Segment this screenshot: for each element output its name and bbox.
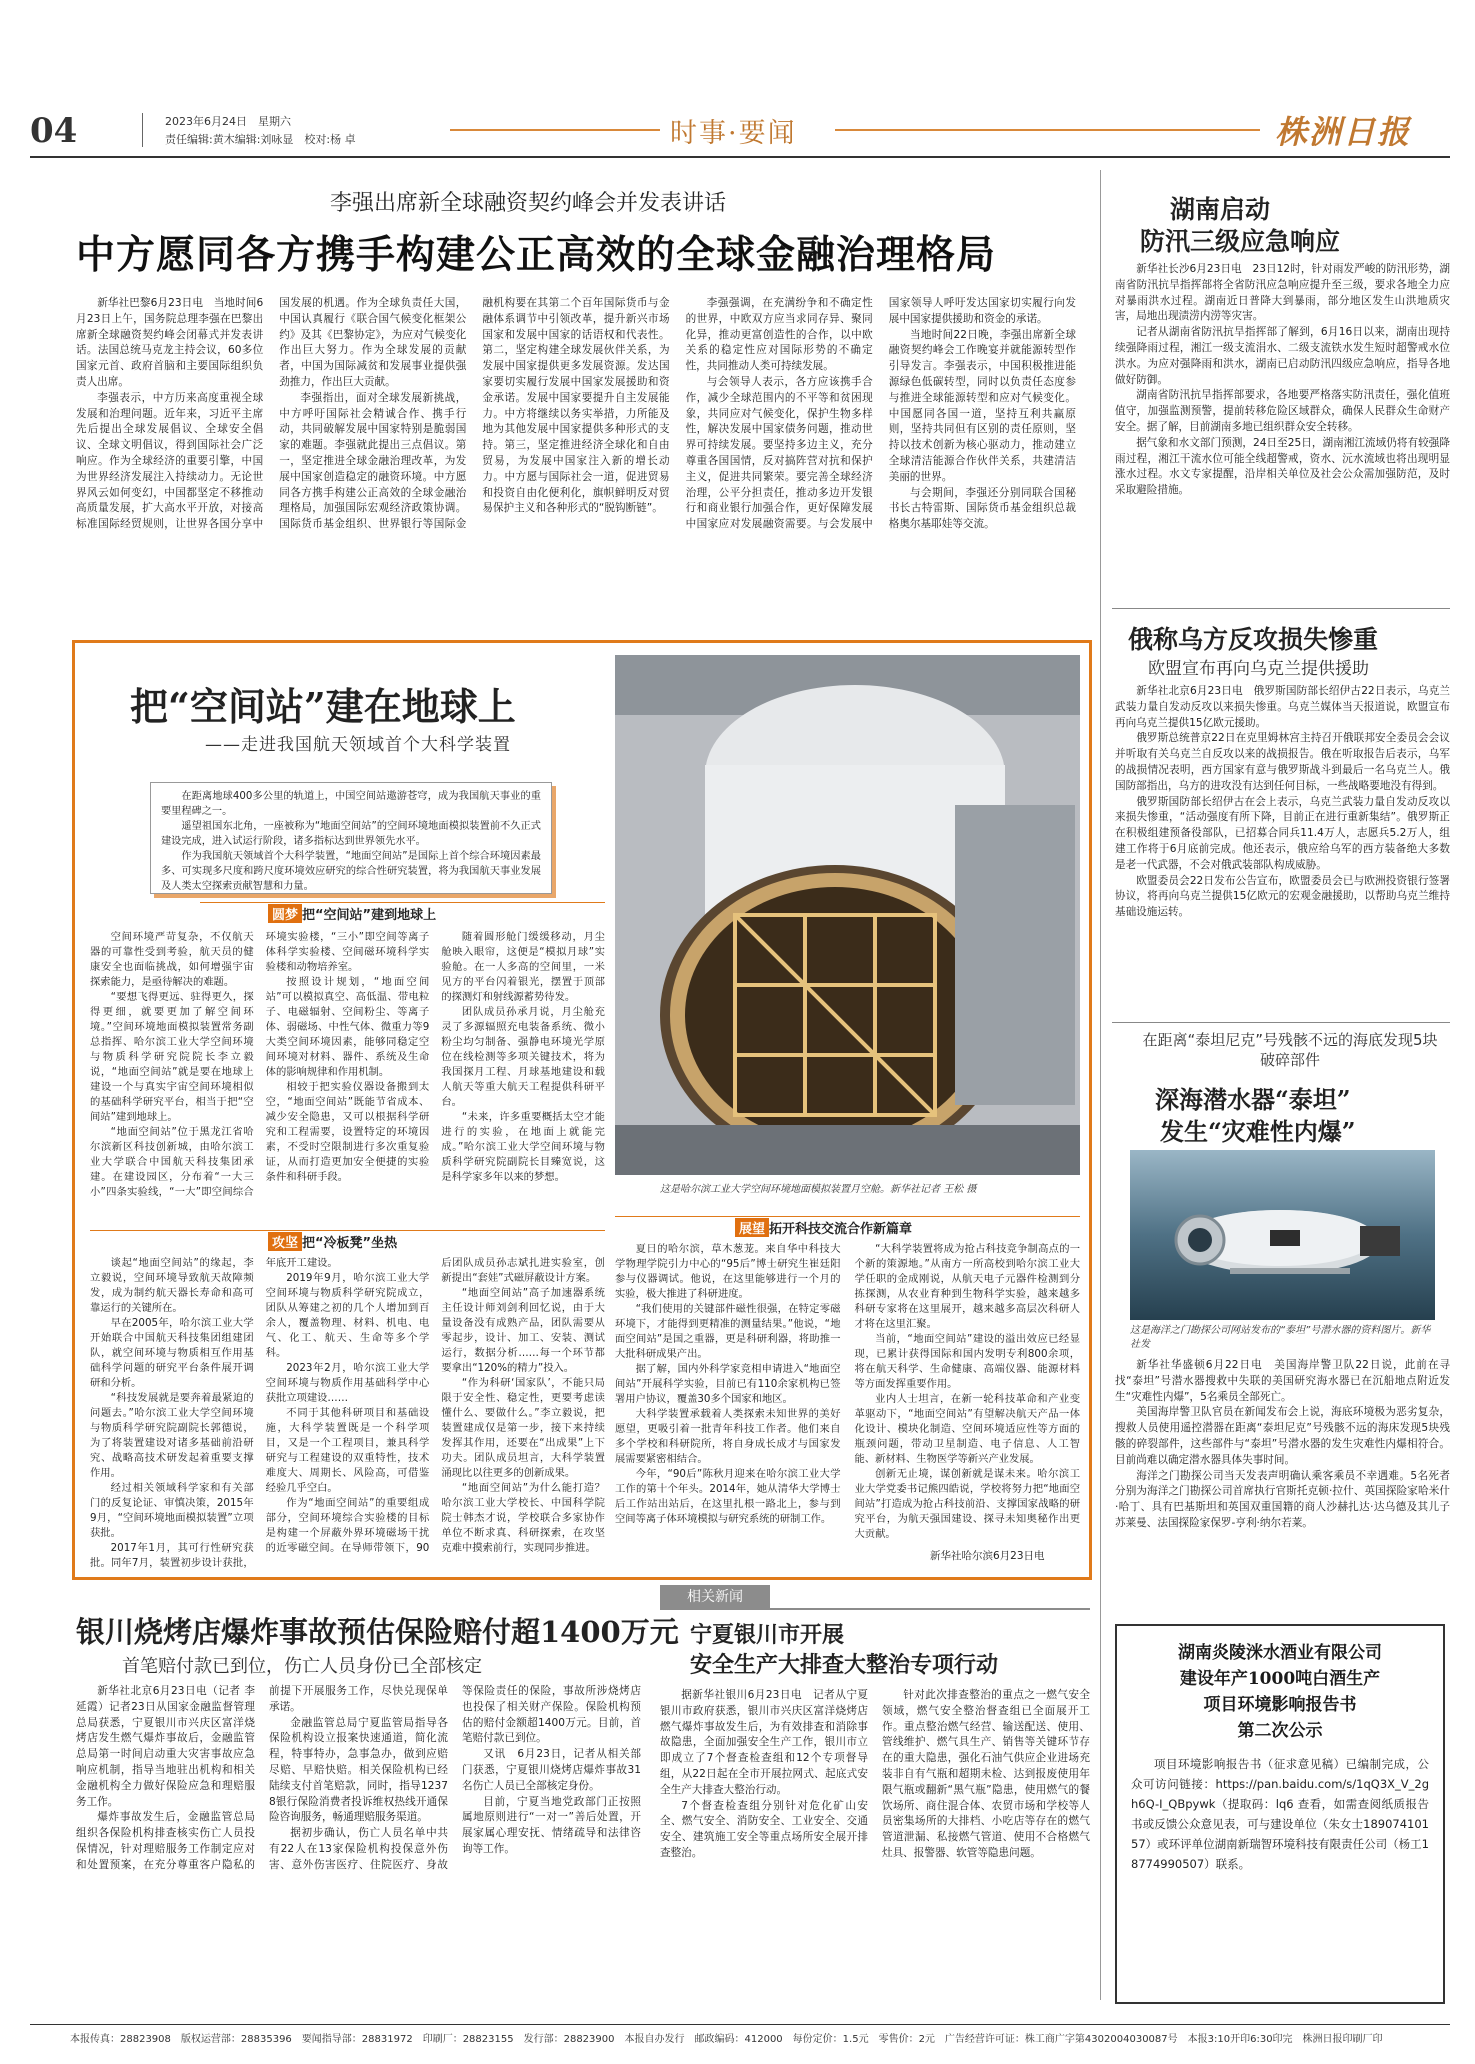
sec2-body	[90, 1256, 605, 1572]
sec2-paragraph: 谈起“地面空间站”的缘起，李立毅说，空间环境导致航天故障频发，成为制约航天器长寿命和高可靠运行的关键所在。	[90, 1257, 254, 1314]
ad-title-line3: 项目环境影响报告书	[1203, 1695, 1357, 1715]
yinchuan-paragraph: 爆炸事故发生后，金融监管总局组织各保险机构排查核实伤亡人员投保情况，针对理赔服务工作制定应对和处置预案，在充分尊重客户隐私的前提下开展服务工作，尽快兑现保单承诺。	[76, 1685, 448, 1871]
sec2-paragraph: 2019年9月，哈尔滨工业大学空间环境与物质科学研究院成立，团队从筹建之初的几个人增加到百余人，覆盖物理、材料、机电、电气、化工、航天、生命等多个学科。	[265, 1272, 430, 1359]
sec2-tag: 攻坚	[268, 1232, 302, 1251]
related-paragraph: 7个督查检查组分别针对危化矿山安全、燃气安全、消防安全、工业安全、交通安全、建筑施工安全等重点场所安全展开排查整治。	[660, 1799, 868, 1859]
header-editors: 责任编辑:黄木编辑:刘咏显 校对:杨 卓	[165, 133, 356, 146]
yinchuan-paragraph: 据初步确认，伤亡人员名单中共有22人在13家保险机构投保意外伤害、意外伤害医疗、住院医疗、身故等保险责任的保险，事故所涉烧烤店也投保了相关财产保险。保险机构预估的赔付金额超1400万元。目前，首笔赔付款已到位。	[269, 1685, 641, 1871]
sec2-heading-line	[90, 1230, 605, 1231]
titan-title-line2: 发生“灾难性内爆”	[1160, 1117, 1356, 1146]
sec1-paragraph: 随着圆形舱门缓缓移动，月尘舱映入眼帘，这便是“模拟月球”实验舱。在一人多高的空间里，一米见方的平台闪着银光，摆置于顶部的探测灯和射线源蓄势待发。	[441, 931, 605, 1003]
page-header	[30, 105, 1450, 155]
submersible-illustration	[1130, 1150, 1435, 1320]
sec1-body	[90, 930, 605, 1202]
sec1-heading-line	[200, 902, 605, 903]
lead-paragraph: 李强强调，在充满纷争和不确定性的世界，中欧双方应当求同存异、聚同化异，推动更富创造性的合作，以中欧关系的稳定性应对国际形势的不确定性，共同推动人类可持续发展。	[685, 297, 873, 373]
sec1-heading-text: 把“空间站”建到地球上	[302, 908, 437, 923]
flood-paragraph: 记者从湖南省防汛抗旱指挥部了解到，6月16日以来，湖南出现持续强降雨过程，湘江一级支流涓水、二级支流铁水发生短时超警戒水位洪水。为应对强降雨和洪水，湖南已启动防汛四级应急响应，指导各地做好防御。	[1115, 326, 1450, 386]
flood-body	[1115, 262, 1450, 604]
ad-title-line1: 湖南炎陵洣水酒业有限公司	[1178, 1643, 1382, 1663]
lead-kicker: 李强出席新全球融资契约峰会并发表讲话	[330, 191, 727, 216]
ukraine-body	[1115, 684, 1450, 1014]
page-number: 04	[30, 111, 78, 151]
yinchuan-title: 银川烧烤店爆炸事故预估保险赔付超1400万元	[76, 1615, 679, 1649]
ad-title-line2: 建设年产1000吨白酒生产	[1179, 1669, 1381, 1689]
section-title: 时事·要闻	[670, 118, 797, 149]
sec2-paragraph: “作为科研‘国家队’，不能只局限于安全性、稳定性，更要考虑读懂什么、要做什么。”李立毅说，把装置建成仅是第一步，接下来持续发挥其作用，还要在“出成果”上下功夫。团队成员坦言，大科学装置涌现比以往更多的创新成果。	[441, 1377, 605, 1479]
ad-box	[1115, 1624, 1445, 2004]
related-title-line2: 安全生产大排查大整治专项行动	[690, 1652, 999, 1678]
sec3-paragraph: 创新无止境，谋创新就是谋未来。哈尔滨工业大学党委书记熊四皓说，学校将努力把“地面空间站”打造成为抢占科技前沿、支撑国家战略的研究平台，为航天强国建设、探寻未知奥秘作出更大贡献。	[854, 1468, 1080, 1540]
feature-subtitle: ——走进我国航天领域首个大科学装置	[205, 735, 511, 755]
yinchuan-paragraph: 新华社北京6月23日电（记者 李延霞）记者23日从国家金融监督管理总局获悉，宁夏银川市兴庆区富洋烧烤店发生燃气爆炸事故后，金融监管总局第一时间启动重大灾害事故应急响应机制，指导当地驻出机构和相关金融机构全力做好保险应急和理赔服务工作。	[76, 1685, 255, 1808]
sec3-paragraph: 夏日的哈尔滨，草木葱茏。来自华中科技大学物理学院引力中心的“95后”博士研究生崔廷阳参与仪器调试。他说，在这里能够进行一个月的实验，极大推进了科研进度。	[615, 1243, 841, 1300]
sec3-byline: 新华社哈尔滨6月23日电	[930, 1550, 1045, 1562]
titan-paragraph: 新华社华盛顿6月22日电 美国海岸警卫队22日说，此前在寻找“泰坦”号潜水器搜救中失联的美国研究海水器已在沉船地点附近发生“灾难性内爆”，5名乘员全部死亡。	[1115, 1359, 1450, 1403]
titan-paragraph: 海洋之门勘探公司当天发表声明确认乘客乘员不幸遇难。5名死者分别为海洋之门勘探公司首席执行官斯托克顿·拉什、英国探险家哈米什·哈丁、具有巴基斯坦和英国双重国籍的商人沙赫扎达·达乌德及其儿子苏莱曼、法国探险家保罗-亨利·纳尔若莱。	[1115, 1469, 1450, 1529]
right-rule-1	[1112, 608, 1450, 609]
titan-title-line1: 深海潜水器“泰坦”	[1155, 1085, 1351, 1114]
header-bar-right	[835, 129, 1260, 131]
lead-paragraph: 李强指出，面对全球发展新挑战，中方呼吁国际社会精诚合作、携手行动，共同破解发展中国家特别是脆弱国家的难题。李强就此提出三点倡议。第一，坚定推进全球金融治理改革，为发展中国家创造稳定的融资环境。中方愿同各方携手构建公正高效的全球金融治理格局，加强国际宏观经济政策协调。国际货币基金组织、世界银行等国际金融机构要在其第二个百年国际货币与金融体系调节中引领改革，提升新兴市场国家和发展中国家的话语权和代表性。第二，坚定构建全球发展伙伴关系，为发展中国家提供更多发展资源。发达国家要切实履行发展中国家发展援助和资金承诺。发展中国家要提升自主发展能力。中方将继续以务实举措，力所能及地为其他发展中国家提供多种形式的支持。第三，坚定推进经济全球化和自由贸易，为发展中国家注入新的增长动力。中方愿与国际社会一道，促进贸易和投资自由化便利化，旗帜鲜明反对贸易保护主义和各种形式的“脱钩断链”。	[279, 297, 670, 531]
feature-intro-box	[150, 782, 552, 894]
right-rule-2	[1112, 1022, 1450, 1023]
sec1-paragraph: 相较于把实验仪器设备搬到太空，“地面空间站”既能节省成本、减少安全隐患，又可以根据科学研究和工程需要，设置特定的环境因素，不受时空限制进行多次重复验证，从而打造更加安全便捷的实验条件和科研手段。	[265, 1081, 430, 1183]
lead-paragraph: 李强表示，中方历来高度重视全球发展和治理问题。近年来，习近平主席先后提出全球发展倡议、全球安全倡议、全球文明倡议，得到国际社会广泛响应。作为全球经济的重要引擎，中国为世界经济发展注入持续动力。无论世界风云如何变幻，中国都坚定不移推动高质量发展，扩大高水平开放，对接高标准国际经贸规则，让世界各国分享中国发展的机遇。作为全球负责任大国，中国认真履行《联合国气候变化框架公约》及其《巴黎协定》，为应对气候变化作出巨大努力。作为全球发展的贡献者，中国为国际减贫和发展事业提供强劲推力，作出巨大贡献。	[76, 297, 467, 531]
sec1-tag: 圆梦	[268, 904, 302, 923]
sec2-paragraph: “地面空间站”为什么能打造？哈尔滨工业大学校长、中国科学院院士韩杰才说，学校联合多家协作单位不断求真、科研探索，在攻坚克难中摸索前行，实现同步推进。	[441, 1482, 605, 1554]
lead-paragraph: 新华社巴黎6月23日电 当地时间6月23日上午，国务院总理李强在巴黎出席新全球融资契约峰会闭幕式并发表讲话。法国总统马克龙主持会议，60多位国家元首、政府首脑和主要国际组织负责人出席。	[76, 297, 264, 388]
sec1-paragraph: “未来，许多重要概括太空才能进行的实验，在地面上就能完成。”哈尔滨工业大学空间环境与物质科学研究院副院长目臻宽说，这是科学家多年以来的梦想。	[441, 1111, 605, 1183]
sec2-paragraph: 2023年2月，哈尔滨工业大学空间环境与物质作用基础科学中心获批立项建设……	[265, 1362, 430, 1404]
sec2-paragraph: “科技发展就是要奔着最紧迫的问题去。”哈尔滨工业大学空间环境与物质科学研究院副院长郭德说，为了将装置建设对诸多基础前沿研究、战略高技术研发起着重要支撑作用。	[90, 1392, 254, 1479]
feature-photo	[615, 655, 1080, 1175]
related-body	[660, 1688, 1090, 2014]
flood-title-line2: 防汛三级应急响应	[1140, 227, 1341, 256]
column-divider	[1100, 170, 1101, 2000]
related-title-line1: 宁夏银川市开展	[690, 1622, 845, 1648]
ukraine-paragraph: 俄罗斯国防部长绍伊古在会上表示，乌克兰武装力量自发动反攻以来损失惨重，“活动强度有所下降，目前正在进行重新集结”。俄罗斯正在积极组建预备役部队，已招募合同兵11.4万人，志愿兵5.2万人，组建工作将于6月底前完成。他还表示，俄应给乌军的西方装备绝大多数是老一代武器，不会对俄武装部队构成威胁。	[1115, 795, 1450, 871]
footer-info: 本报传真：28823908 版权运营部：28835396 要闻指导部：28831972 印刷厂：28823155 发行部：28823900 本报自办发行 邮政编码：412000 每份定价：1.5元 零售价：2元 广告经营许可证：株工商广字第4302004030087号 本报3:10开印6:30印完 株洲日报印刷厂印	[70, 2034, 1383, 2045]
yinchuan-paragraph: 又讯 6月23日，记者从相关部门获悉，宁夏银川烧烤店爆炸事故31名伤亡人员已全部核定身份。	[462, 1748, 641, 1792]
yinchuan-body	[76, 1684, 641, 2014]
footer-rule	[30, 2024, 1450, 2025]
yinchuan-paragraph: 金融监管总局宁夏监管局指导各保险机构设立报案快速通道，简化流程，特事特办，急事急办，做到应赔尽赔、早赔快赔。相关保险机构已经陆续支付首笔赔款，同时，指导12378银行保险消费者投诉维权热线开通保险咨询服务，畅通理赔服务渠道。	[269, 1716, 448, 1824]
sec1-paragraph: 团队成员孙承月说，月尘舱充灵了多源辐照充电装备系统、微小粉尘均匀制备、强静电环境光学原位在线检测等多项关键技术，将为我国探月工程、月球基地建设和载人航天等重大航天工程提供科研平台。	[441, 1006, 605, 1108]
ukraine-title: 俄称乌方反攻损失惨重	[1128, 625, 1379, 654]
space-chamber-illustration	[615, 655, 1080, 1175]
sec2-paragraph: 不同于其他科研项目和基础设施，大科学装置既是一个科学项目，又是一个工程项目，兼具科学研究与工程建设的双重特性，技术难度大、周期长、风险高，可借鉴经验几乎空白。	[265, 1407, 430, 1494]
ukraine-subtitle: 欧盟宣布再向乌克兰提供援助	[1148, 659, 1369, 679]
header-date: 2023年6月24日 星期六	[165, 115, 291, 128]
intro-paragraph: 遥望祖国东北角，一座被称为“地面空间站”的空间环境地面模拟装置前不久正式建设完成，进入试运行阶段，诸多指标达到世界领先水平。	[161, 821, 541, 847]
flood-title-line1: 湖南启动	[1170, 195, 1271, 224]
intro-paragraph: 作为我国航天领域首个大科学装置，“地面空间站”是国际上首个综合环境因素最多、可实现多尺度和跨尺度环境效应研究的综合性研究装置，将为我国航天事业发展及人类太空探索贡献智慧和力量。	[161, 851, 541, 892]
sec3-paragraph: 大科学装置承载着人类探索未知世界的美好愿望，更吸引着一批青年科技工作者。他们来自多个学校和科研院所，将自身成长成才与国家发展需要紧密相结合。	[615, 1408, 841, 1465]
sec2-paragraph: 经过相关领域科学家和有关部门的反复论证、审慎决策，2015年9月，“空间环境地面模拟装置”立项获批。	[90, 1482, 254, 1539]
sec3-paragraph: 据了解，国内外科学家竞相申请进入“地面空间站”开展科学实验，目前已有110余家机构已签署用户协议，覆盖30多个国家和地区。	[615, 1363, 841, 1405]
sec2-paragraph: 早在2005年，哈尔滨工业大学开始联合中国航天科技集团组建团队，就空间环境与物质相互作用基础科学问题的研究平台条件展开调研和分析。	[90, 1317, 254, 1389]
sec3-paragraph: 今年，“90后”陈秋月迎来在哈尔滨工业大学工作的第十个年头。2014年，她从清华大学博士后工作站出站后，在这里扎根一路北上，参与到空间等离子体环境模拟与研究系统的研制工作。	[615, 1468, 841, 1525]
flood-paragraph: 据气象和水文部门预测，24日至25日，湖南湘江流域仍将有较强降雨过程，湘江干流水位可能全线超警戒，资水、沅水流域也将出现明显涨水过程。水文专家提醒，沿岸相关单位及社会公众需加强防范，及时采取避险措施。	[1115, 436, 1450, 497]
flood-paragraph: 新华社长沙6月23日电 23日12时，针对雨发严峻的防汛形势，湖南省防汛抗旱指挥部将全省防汛应急响应提升至三级，要求各地全力应对暴雨洪水过程。湖南近日普降大到暴雨，部分地区发生山洪地质灾害，局地出现渍涝内涝等灾害。	[1115, 263, 1450, 323]
sec3-paragraph: “大科学装置将成为抢占科技竞争制高点的一个新的策源地。”从南方一所高校到哈尔滨工业大学任职的金成刚说，从航天电子元器件检测到分拣探测，从农业育种到生物科学实验，越来越多科研专家将在这里展开，越来越多高层次科研人才将在这里汇聚。	[854, 1243, 1080, 1330]
sec3-paragraph: “我们使用的关键部件磁性很强，在特定零磁环境下，才能得到更精准的测量结果。”他说，“地面空间站”是国之重器，更是科研利器，将助推一大批科研成果产出。	[615, 1303, 841, 1360]
related-paragraph: 针对此次排查整治的重点之一燃气安全领域，燃气安全整治督查组已全面展开工作。重点整治燃气经营、输送配送、使用、管线维护、燃气具生产、销售等关键环节存在的重大隐患，强化石油气供应企业进场充装非自有气瓶和超期未检、达到报废使用年限气瓶或翻新“黑气瓶”隐患，使用燃气的餐饮场所、商住混合体、农贸市场和学校等人员密集场所的大排档、小吃店等存在的燃气管道泄漏、私接燃气管道、使用不合格燃气灶具、报警器、软管等隐患问题。	[882, 1689, 1090, 1859]
sec1-paragraph: 按照设计规划，“地面空间站”可以模拟真空、高低温、带电粒子、电磁辐射、空间粉尘、等离子体、弱磁场、中性气体、微重力等9大类空间环境因素，能够同稳定空间环境对材料、器件、系统及生命体的影响规律和作用机制。	[265, 976, 430, 1078]
sec3-paragraph: 当前，“地面空间站”建设的溢出效应已经显现，已累计获得国际和国内发明专利800余项，将在航天科学、生命健康、高端仪器、能源材料等方面发挥重要作用。	[854, 1333, 1080, 1390]
sec3-tag: 展望	[735, 1218, 769, 1237]
feature-intro	[151, 783, 551, 900]
ukraine-paragraph: 欧盟委员会22日发布公告宣布，欧盟委员会已与欧洲投资银行签署协议，将再向乌克兰提供15亿欧元的宏观金融援助，以帮助乌克兰维持基础设施运转。	[1115, 874, 1450, 919]
sec3-heading-line	[615, 1216, 1080, 1217]
lead-paragraph: 与会领导人表示，各方应该携手合作，减少全球范围内的不平等和贫困现象，共同应对气候变化，保护生物多样性，解决发展中国家债务问题，推动世界可持续发展。要坚持多边主义，充分尊重各国国情，反对搞阵营对抗和保护主义，促进共同繁荣。要完善全球经济治理，公平分担责任，推动多边开发银行和商业银行加强合作，更好保障发展中国家应对发展融资需要。与会发展中国家领导人呼吁发达国家切实履行向发展中国家提供援助和资金的承诺。	[685, 297, 1076, 531]
sec2-heading	[268, 1232, 397, 1251]
ukraine-paragraph: 新华社北京6月23日电 俄罗斯国防部长绍伊古22日表示，乌克兰武装力量自发动反攻以来损失惨重。乌克兰媒体当天报道说，欧盟宣布再向乌克兰提供15亿欧元援助。	[1115, 685, 1450, 729]
header-rule	[30, 156, 1450, 158]
related-label: 相关新闻	[660, 1585, 770, 1609]
titan-photo	[1130, 1150, 1435, 1320]
lead-body	[76, 296, 1076, 621]
masthead-logo: 株洲日报	[1275, 113, 1412, 151]
lead-headline: 中方愿同各方携手构建公正高效的全球金融治理格局	[76, 232, 997, 278]
ad-title-line4: 第二次公示	[1237, 1721, 1323, 1741]
feature-photo-caption: 这是哈尔滨工业大学空间环境地面模拟装置月空舱。新华社记者 王松 摄	[660, 1184, 977, 1195]
yinchuan-paragraph: 目前，宁夏当地党政部门正按照属地原则进行“一对一”善后处置，开展家属心理安抚、情绪疏导和法律咨询等工作。	[462, 1795, 641, 1855]
header-divider	[142, 113, 143, 147]
sec1-paragraph: “地面空间站”位于黑龙江省哈尔滨新区科技创新城，由哈尔滨工业大学联合中国航天科技集团承建。在建设园区，分布着“一大三小”四条实验线，“一大”即空间综合环境实验楼，“三小”即空间等离子体科学实验楼、空间磁环境科学实验楼和动物培养室。	[90, 931, 430, 1198]
sec3-heading-text: 拓开科技交流合作新篇章	[769, 1222, 913, 1237]
lead-paragraph: 当地时间22日晚，李强出席新全球融资契约峰会工作晚宴并就能源转型作引导发言。李强表示，中国积极推进能源绿色低碳转型，同时以负责任态度参与推进全球能源转型和应对气候变化。中国愿同各国一道，坚持互利共赢原则，坚持共同但有区别的责任原则，坚持以技术创新为核心驱动力，推动建立全球清洁能源合作伙伴关系，共建清洁美丽的世界。	[888, 328, 1076, 483]
ukraine-paragraph: 俄罗斯总统普京22日在克里姆林宫主持召开俄联邦安全委员会会议并听取有关乌克兰自反攻以来的战损报告。俄在听取报告后表示，乌军的战损情况表明，西方国家有意与俄罗斯战斗到最后一名乌克兰人。俄国防部指出，乌方的进攻没有达到任何目标，一些战略要地没有得到。	[1115, 732, 1450, 792]
titan-body	[1115, 1358, 1450, 1620]
titan-kicker: 在距离“泰坦尼克”号残骸不远的海底发现5块破碎部件	[1142, 1031, 1438, 1069]
sec2-heading-text: 把“冷板凳”坐热	[302, 1236, 398, 1251]
sec3-heading	[735, 1218, 912, 1237]
sec1-paragraph: 空间环境严苛复杂，不仅航天器的可靠性受到考验，航天员的健康安全也面临挑战，如何增强宇宙探索能力，是亟待解决的难题。	[90, 931, 254, 988]
yinchuan-subtitle: 首笔赔付款已到位，伤亡人员身份已全部核定	[122, 1656, 482, 1677]
flood-paragraph: 湖南省防汛抗旱指挥部要求，各地要严格落实防汛责任，强化值班值守，加强监测预警，提前转移危险区域群众，确保人民群众生命财产安全。据了解，目前湖南多地已组织群众安全转移。	[1115, 389, 1450, 433]
sec2-paragraph: “地面空间站”高子加速器系统主任设计师刘剑利回忆说，由于大量设备没有成熟产品，团队需要从零起步，设计、加工、安装、测试运行，数据分析……每一个环节都要拿出“120%的精力”投入。	[441, 1287, 605, 1374]
related-label-bar	[660, 1608, 1090, 1610]
sec1-paragraph: “要想飞得更远、驻得更久，探得更细，就要更加了解空间环境。”空间环境地面模拟装置常务副总指挥、哈尔滨工业大学空间环境与物质科学研究院院长李立毅说，“地面空间站”就是要在地球上建设一个与真实宇宙空间环境相似的基础科学研究平台，相当于把“空间站”建到地球上。	[90, 991, 254, 1123]
sec2-paragraph: 2017年1月，其可行性研究获批。同年7月，装置初步设计获批，年底开工建设。	[90, 1257, 338, 1569]
titan-paragraph: 美国海岸警卫队官员在新闻发布会上说，海底环境极为恶劣复杂，搜救人员使用遥控潜器在距离“泰坦尼克”号残骸不远的海床发现5块残骸的碎裂部件，这些部件与“泰坦”号潜水器的发生灾难性内爆相符合。目前尚难以确定潜水器具体失事时间。	[1115, 1406, 1450, 1466]
sec1-heading	[268, 904, 436, 923]
lead-paragraph: 与会期间，李强还分别同联合国秘书长古特雷斯、国际货币基金组织总裁格奥尔基耶娃等交流。	[888, 486, 1076, 531]
header-bar-left	[450, 129, 660, 131]
ad-body: 项目环境影响报告书（征求意见稿）已编制完成，公众可访问链接：https://pan.baidu.com/s/1qQ3X_V_2gh6Q-I_QBpywk（提取码：lq6 查看，如需查阅纸质报告书或反馈公众意见表，可与建设单位（朱女士18907410157）或环评单位湖南新瑞智环境科技有限责任公司（杨工18774990507）联系。	[1131, 1757, 1429, 1871]
sec3-paragraph: 业内人士坦言，在新一轮科技革命和产业变革驱动下，“地面空间站”有望解决航天产品一体化设计、模块化制造、空间环境适应性等方面的瓶颈问题，带动卫星制造、电子信息、人工智能、新材料、生物医学等新兴产业发展。	[854, 1393, 1080, 1465]
related-paragraph: 据新华社银川6月23日电 记者从宁夏银川市政府获悉，银川市兴庆区富洋烧烤店燃气爆炸事故发生后，为有效排查和消除事故隐患，全面加强安全生产工作，银川市立即成立了7个督查检查组和12个专项督导组，从22日起在全市开展拉网式、起底式安全生产大排查大整治行动。	[660, 1689, 868, 1796]
feature-title: 把“空间站”建在地球上	[130, 684, 516, 729]
intro-paragraph: 在距离地球400多公里的轨道上，中国空间站遨游苍穹，成为我国航天事业的重要里程碑之一。	[161, 791, 541, 817]
sec2-paragraph: 作为“地面空间站”的重要组成部分，空间环境综合实验楼的目标是构建一个屏蔽外界环境磁场干扰的近零磁空间。在导师带领下，90后团队成员孙志斌扎进实验室，创新提出“套娃”式磁屏蔽设计方案。	[265, 1257, 605, 1554]
sec3-body	[615, 1242, 1080, 1542]
titan-caption: 这是海洋之门勘探公司网站发布的“泰坦”号潜水器的资料图片。新华社发	[1130, 1325, 1431, 1350]
